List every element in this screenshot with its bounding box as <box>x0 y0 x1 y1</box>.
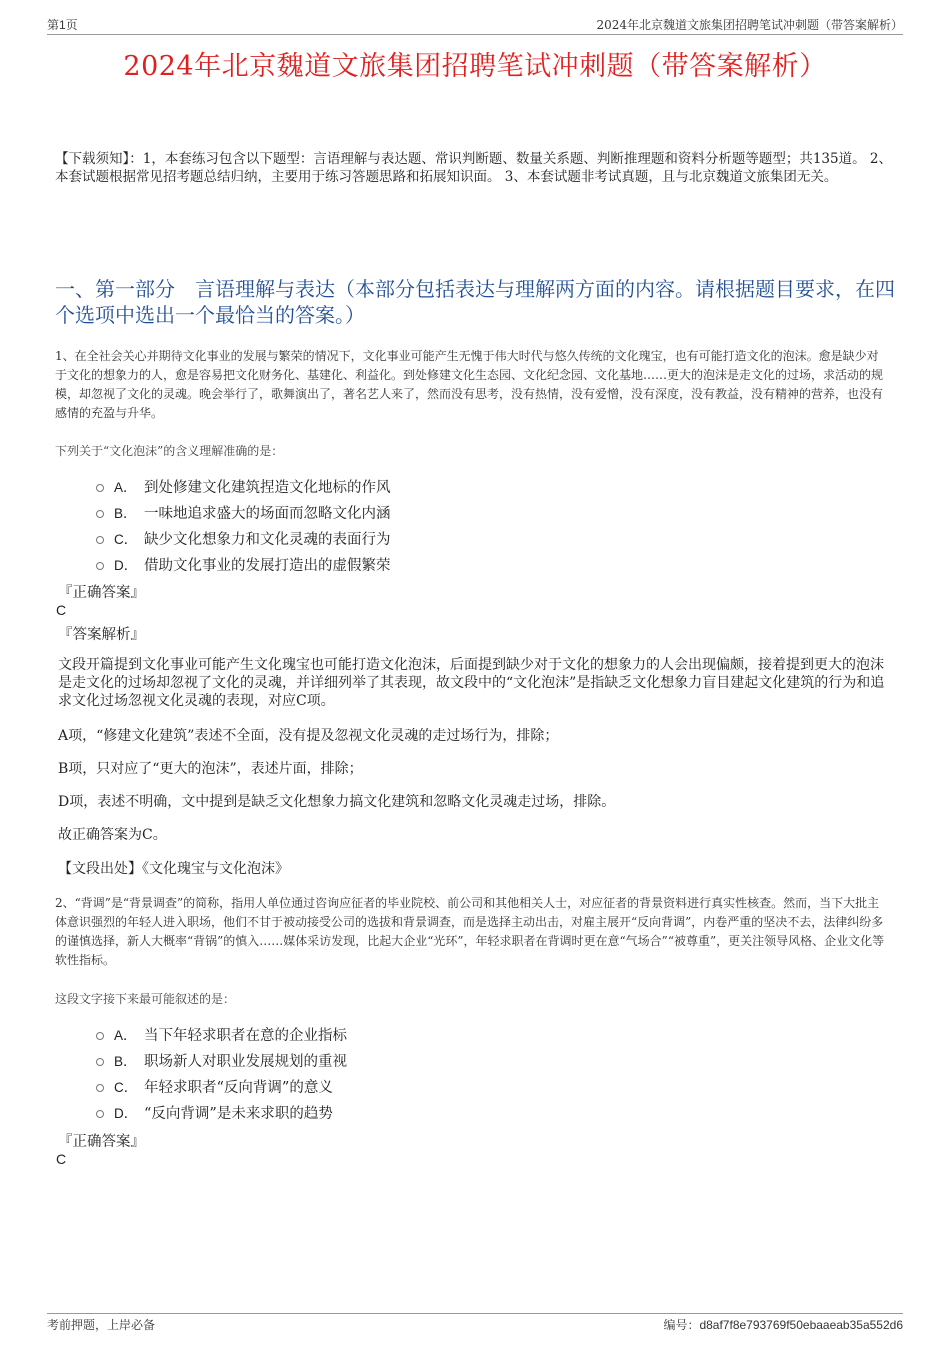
q1-option-c[interactable] <box>96 525 391 551</box>
option-text: “反向背调”是未来求职的趋势 <box>144 1105 333 1122</box>
radio-icon[interactable] <box>96 1058 104 1066</box>
download-notice: 【下载须知】：1，本套练习包含以下题型：言语理解与表达题、常识判断题、数量关系题、判断推理题和资料分析题等题型；共135道。 2、本套试题根据常见招考题总结归纳，主要用于练习答题思路和拓展知识面。 3、本套试题非考试真题，且与北京魏道文旅集团无关。 <box>55 151 892 185</box>
q1-analysis-label: 『答案解析』 <box>58 627 145 643</box>
option-key: C． <box>114 1080 138 1095</box>
page-footer <box>47 1313 903 1334</box>
footer-code-label: 编号： <box>663 1318 700 1332</box>
radio-icon[interactable] <box>96 510 104 518</box>
q1-analysis-a: A项，“修建文化建筑”表述不全面，没有提及忽视文化灵魂的走过场行为，排除； <box>58 728 559 744</box>
option-key: D． <box>114 558 138 573</box>
option-text: 缺少文化想象力和文化灵魂的表面行为 <box>144 531 391 548</box>
option-text: 当下年轻求职者在意的企业指标 <box>144 1027 347 1044</box>
q1-option-d[interactable] <box>96 551 391 577</box>
q2-question: 这段文字接下来最可能叙述的是： <box>55 992 236 1006</box>
q2-answer-label: 『正确答案』 <box>58 1134 145 1150</box>
radio-icon[interactable] <box>96 1084 104 1092</box>
option-key: B． <box>114 1054 137 1069</box>
document-title: 2024年北京魏道文旅集团招聘笔试冲刺题（带答案解析） <box>123 51 827 82</box>
option-text: 借助文化事业的发展打造出的虚假繁荣 <box>144 557 391 574</box>
section-heading: 一、第一部分 言语理解与表达（本部分包括表达与理解两方面的内容。请根据题目要求，在四个选项中选出一个最恰当的答案。） <box>55 277 895 327</box>
option-key: A． <box>114 480 137 495</box>
option-text: 年轻求职者“反向背调”的意义 <box>144 1079 333 1096</box>
q1-option-b[interactable] <box>96 499 391 525</box>
page-header <box>47 14 903 35</box>
q1-passage: 1、在全社会关心并期待文化事业的发展与繁荣的情况下，文化事业可能产生无愧于伟大时代与悠久传统的文化瑰宝，也有可能打造文化的泡沫。愈是缺少对于文化的想象力的人，愈是容易把文化财务化、基建化、利益化。到处修建文化生态园、文化纪念园、文化基地……更大的泡沫是走文化的过场，求活动的规模，却忽视了文化的灵魂。晚会举行了，歌舞演出了，著名艺人来了，然而没有思考，没有热情，没有爱憎，没有深度，没有教益，没有精神的营养，也没有感情的充盈与升华。 <box>55 349 884 420</box>
q1-analysis-b: B项，只对应了“更大的泡沫”，表述片面，排除； <box>58 761 363 777</box>
q2-passage: 2、“背调”是“背景调查”的简称，指用人单位通过咨询应征者的毕业院校、前公司和其他相关人士，对应征者的背景资料进行真实性核查。然而，当下大批主体意识强烈的年轻人进入职场，他们不甘于被动接受公司的选拔和背景调查，而是选择主动出击，对雇主展开“反向背调”，内卷严重的坚决不去，法律纠纷多的谨慎选择，新人大概率“背锅”的慎入……媒体采访发现，比起大企业“光环”，年轻求职者在背调时更在意“气场合”“被尊重”，更关注领导风格、企业文化等软性指标。 <box>55 896 885 967</box>
q1-option-a[interactable] <box>96 473 391 499</box>
q1-answer-label: 『正确答案』 <box>58 585 145 601</box>
radio-icon[interactable] <box>96 484 104 492</box>
radio-icon[interactable] <box>96 536 104 544</box>
header-doc-title: 2024年北京魏道文旅集团招聘笔试冲刺题（带答案解析） <box>596 18 903 32</box>
q1-analysis-main: 文段开篇提到文化事业可能产生文化瑰宝也可能打造文化泡沫，后面提到缺少对于文化的想象力的人会出现偏颇，接着提到更大的泡沫是走文化的过场却忽视了文化的灵魂，并详细列举了其表现，故文段中的“文化泡沫”是指缺乏文化想象力盲目建起文化建筑的行为和追求文化过场忽视文化灵魂的表现，对应C项。 <box>58 657 885 709</box>
option-key: B． <box>114 506 137 521</box>
option-key: D． <box>114 1106 138 1121</box>
q1-options <box>96 473 391 577</box>
option-text: 一味地追求盛大的场面而忽略文化内涵 <box>144 505 391 522</box>
q1-analysis-conclusion: 故正确答案为C。 <box>58 827 167 843</box>
page-number: 第1页 <box>47 18 78 32</box>
q1-source: 【文段出处】《文化瑰宝与文化泡沫》 <box>58 861 289 877</box>
footer-code-value: d8af7f8e793769f50ebaaeab35a552d6 <box>699 1318 903 1332</box>
q2-answer: C <box>56 1151 67 1167</box>
q1-answer: C <box>56 602 67 618</box>
radio-icon[interactable] <box>96 1110 104 1118</box>
q2-option-b[interactable] <box>96 1047 347 1073</box>
option-key: A． <box>114 1028 137 1043</box>
radio-icon[interactable] <box>96 562 104 570</box>
option-key: C． <box>114 532 138 547</box>
q2-option-c[interactable] <box>96 1073 347 1099</box>
q2-option-d[interactable] <box>96 1099 347 1125</box>
option-text: 职场新人对职业发展规划的重视 <box>144 1053 347 1070</box>
footer-slogan: 考前押题，上岸必备 <box>47 1318 156 1332</box>
q2-option-a[interactable] <box>96 1021 347 1047</box>
footer-code <box>663 1316 903 1333</box>
option-text: 到处修建文化建筑捏造文化地标的作风 <box>144 479 391 496</box>
q1-analysis-d: D项，表述不明确，文中提到是缺乏文化想象力搞文化建筑和忽略文化灵魂走过场，排除。 <box>58 794 616 810</box>
radio-icon[interactable] <box>96 1032 104 1040</box>
q2-options <box>96 1021 347 1125</box>
q1-question: 下列关于“文化泡沫”的含义理解准确的是： <box>55 444 284 458</box>
